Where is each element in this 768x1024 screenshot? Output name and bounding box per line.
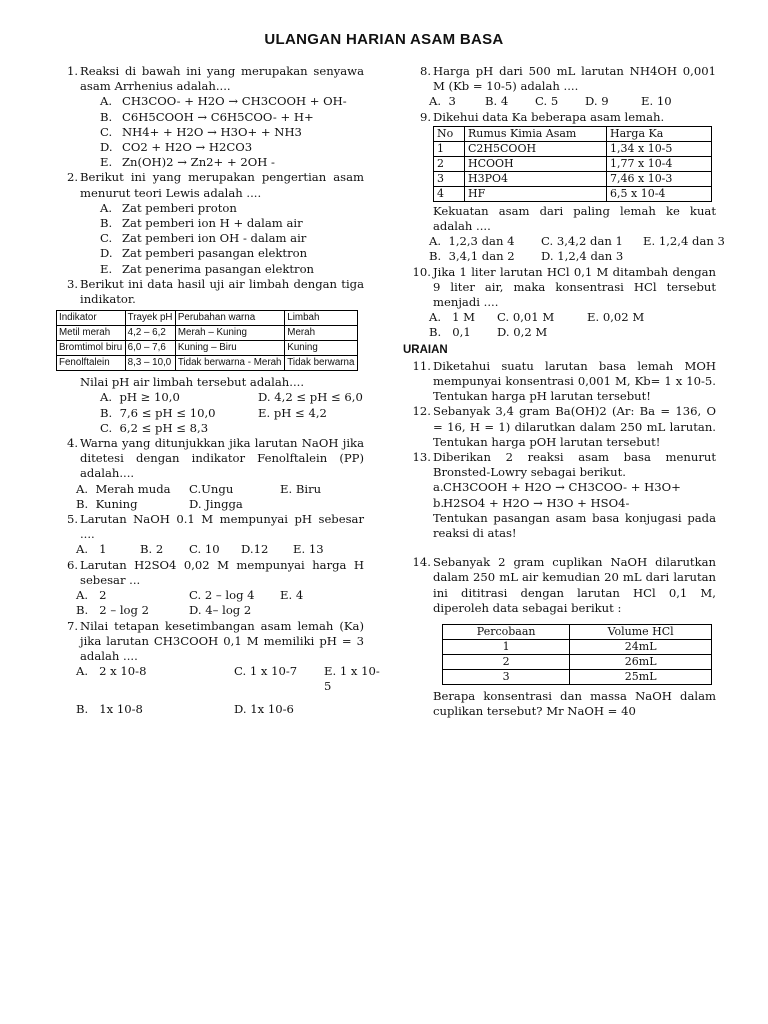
question-7-text: Nilai tetapan kesetimbangan asam lemah (Ka) jika larutan CH3COOH 0,1 M memiliki pH = 3 adalah .... <box>80 618 364 663</box>
question-4: 4. Warna yang ditunjukkan jika larutan NaOH jika ditetesi dengan indikator Fenolftalein (PP) adalah.... A. Merah muda C.Ungu E. Biru B. Kuning D. Jingga <box>66 436 364 511</box>
question-10-text: Jika 1 liter larutan HCl 0,1 M ditambah dengan 9 liter air, maka konsentrasi HCl tersebut menjadi .... <box>433 264 716 310</box>
ka-table <box>433 126 712 202</box>
question-1-text: Reaksi di bawah ini yang merupakan senyawa asam Arrhenius adalah.... <box>80 64 364 94</box>
section-heading-uraian: URAIAN <box>403 343 448 356</box>
question-13-text: Diberikan 2 reaksi asam basa menurut Bronsted-Lowry sebagai berikut. <box>433 450 716 480</box>
question-7: 7. Nilai tetapan kesetimbangan asam lemah (Ka) jika larutan CH3COOH 0,1 M memiliki pH = 3 adalah .... A. 2 x 10-8 C. 1 x 10-7 E. 1 x 10-5 B. 1x 10-8 D. 1x 10-6 <box>56 619 364 717</box>
table-row: Metil merah 4,2 – 6,2 Merah – Kuning Merah <box>57 326 358 341</box>
option: D. 0,2 M <box>497 325 548 340</box>
option: D. CO2 + H2O → H2CO3 <box>100 140 253 155</box>
option: C. 1 x 10-7 <box>234 664 298 679</box>
option: E. Zn(OH)2 → Zn2+ + 2OH - <box>100 155 275 170</box>
question-2-text: Berikut ini yang merupakan pengertian asam menurut teori Lewis adalah .... <box>80 170 364 200</box>
question-11: 11. Diketahui suatu larutan basa lemah MOH mempunyai konsentrasi 0,001 M, Kb= 1 x 10-5. Tentukan harga pH larutan tersebut! <box>412 358 716 404</box>
question-8-text: Harga pH dari 500 mL larutan NH4OH 0,001 M (Kb = 10-5) adalah .... <box>433 64 716 94</box>
option: D. 4,2 ≤ pH ≤ 6,0 <box>258 390 363 405</box>
option: C. 10 <box>189 542 220 557</box>
page-title: ULANGAN HARIAN ASAM BASA <box>264 31 504 48</box>
question-12-text: Sebanyak 3,4 gram Ba(OH)2 (Ar: Ba = 136, O = 16, H = 1) dilarutkan dalam 250 mL larutan. Tentukan harga pOH larutan tersebut! <box>433 404 716 449</box>
option: A. 2 <box>76 588 107 603</box>
option: B. 7,6 ≤ pH ≤ 10,0 <box>100 405 216 420</box>
question-1-options <box>80 94 364 170</box>
question-4-options <box>76 482 364 512</box>
option: E. 10 <box>641 94 672 109</box>
table-row: 1 24mL <box>443 640 712 655</box>
option: B. 4 <box>485 94 509 109</box>
question-6-text: Larutan H2SO4 0,02 M mempunyai harga H sebesar ... <box>80 557 364 587</box>
question-5-text: Larutan NaOH 0.1 M mempunyai pH sebesar .... <box>80 512 364 542</box>
option: C. 2 – log 4 <box>189 588 255 603</box>
option: C. 5 <box>535 94 559 109</box>
option: A. 1,2,3 dan 4 <box>429 234 515 249</box>
question-6: 6. Larutan H2SO4 0,02 M mempunyai harga H sebesar ... A. 2 C. 2 – log 4 E. 4 B. 2 – log 2 D. 4– log 2 <box>66 557 364 618</box>
option: A. 1 M <box>429 310 476 325</box>
table-row: Indikator Trayek pH Perubahan warna Limbah <box>57 311 358 326</box>
option: D.12 <box>241 542 269 557</box>
question-3: 3. Berikut ini data hasil uji air limbah dengan tiga indikator. <box>66 276 364 307</box>
option: E. 13 <box>293 542 324 557</box>
question-14: 14. Sebanyak 2 gram cuplikan NaOH dilarutkan dalam 250 mL air kemudian 20 mL dari larutan ini dititrasi dengan larutan HCl 0,1 M, diperoleh data sebagai berikut : <box>412 555 716 615</box>
question-10: 10. Jika 1 liter larutan HCl 0,1 M ditambah dengan 9 liter air, maka konsentrasi HCl tersebut menjadi .... A. 1 M C. 0,01 M E. 0,02 M B. 0,1 D. 0,2 M <box>412 264 716 340</box>
reaction-a: a. CH3COOH + H2O → CH3COO- + H3O+ <box>433 480 681 495</box>
option: B. Kuning <box>76 496 138 511</box>
question-10-options <box>429 310 716 340</box>
question-14-after: Berapa konsentrasi dan massa NaOH dalam cuplikan tersebut? Mr NaOH = 40 <box>433 689 716 719</box>
question-13: 13. Diberikan 2 reaksi asam basa menurut Bronsted-Lowry sebagai berikut. a. CH3COOH + H2O → CH3COO- + H3O+ b. H2SO4 + H2O → H3O + HSO4- Tentukan pasangan asam basa konjugasi pada reaksi di atas! <box>412 450 716 541</box>
option: C. 3,4,2 dan 1 <box>541 234 623 249</box>
option: E. Zat penerima pasangan elektron <box>100 261 315 276</box>
option: C. NH4+ + H2O → H3O+ + NH3 <box>100 124 302 139</box>
option: B. Zat pemberi ion H + dalam air <box>100 216 303 231</box>
left-column <box>56 64 380 717</box>
question-3-options <box>100 390 364 436</box>
reaction-b: b. H2SO4 + H2O → H3O + HSO4- <box>433 495 630 510</box>
option: A. Merah muda <box>76 481 171 496</box>
option: E. pH ≤ 4,2 <box>258 405 327 420</box>
option: C.Ungu <box>189 481 234 496</box>
question-2: 2. Berikut ini yang merupakan pengertian asam menurut teori Lewis adalah .... A. Zat pemberi proton B. Zat pemberi ion H + dalam air C. Zat pemberi ion OH - dalam air D. Zat pemberi pasangan elektron E. Zat penerima pasangan elektron <box>66 170 364 276</box>
option: B. 1x 10-8 <box>76 701 143 716</box>
option: A. Zat pemberi proton <box>100 200 237 215</box>
option: C. 0,01 M <box>497 310 555 325</box>
option: E. 1 x 10-5 <box>324 664 380 694</box>
option: B. 2 – log 2 <box>76 603 149 618</box>
question-5: 5. Larutan NaOH 0.1 M mempunyai pH sebesar .... A. 1 B. 2 C. 10 D.12 E. 13 <box>66 512 364 557</box>
question-2-options <box>80 201 364 277</box>
option: A. 3 <box>429 94 456 109</box>
table-row: 3 25mL <box>443 670 712 685</box>
option: D. 4– log 2 <box>189 603 252 618</box>
table-row: 4 HF 6,5 x 10-4 <box>434 186 712 201</box>
option: A. 2 x 10-8 <box>76 664 147 679</box>
table-row: 1 C2H5COOH 1,34 x 10-5 <box>434 141 712 156</box>
option: B. C6H5COOH → C6H5COO- + H+ <box>100 109 314 124</box>
question-14-text: Sebanyak 2 gram cuplikan NaOH dilarutkan dalam 250 mL air kemudian 20 mL dari larutan ini dititrasi dengan larutan HCl 0,1 M, diperoleh data sebagai berikut : <box>433 555 716 615</box>
question-11-text: Diketahui suatu larutan basa lemah MOH mempunyai konsentrasi 0,001 M, Kb= 1 x 10-5. Tentukan harga pH larutan tersebut! <box>433 358 716 404</box>
option: A. pH ≥ 10,0 <box>100 390 180 405</box>
question-9-after: Kekuatan asam dari paling lemah ke kuat adalah .... A. 1,2,3 dan 4 C. 3,4,2 dan 1 E. 1,2,4 dan 3 B. 3,4,1 dan 2 D. 1,2,4 dan 3 <box>409 204 716 265</box>
question-8-options <box>429 94 716 109</box>
option: D. 1x 10-6 <box>234 701 294 716</box>
question-6-options <box>76 588 364 618</box>
table-row: No Rumus Kimia Asam Harga Ka <box>434 126 712 141</box>
question-5-options <box>76 542 364 557</box>
option: C. Zat pemberi ion OH - dalam air <box>100 231 307 246</box>
right-column <box>403 64 725 720</box>
titration-table <box>442 624 712 685</box>
option: A. CH3COO- + H2O → CH3COOH + OH- <box>100 94 347 109</box>
table-row: Fenolftalein 8,3 – 10,0 Tidak berwarna - Merah Tidak berwarna <box>57 356 358 371</box>
option: D. 9 <box>585 94 609 109</box>
option: B. 0,1 <box>429 325 471 340</box>
question-9-text: Dikehui data Ka beberapa asam lemah. <box>433 109 665 124</box>
question-12: 12. Sebanyak 3,4 gram Ba(OH)2 (Ar: Ba = 136, O = 16, H = 1) dilarutkan dalam 250 mL larutan. Tentukan harga pOH larutan tersebut! <box>412 404 716 449</box>
option: D. Zat pemberi pasangan elektron <box>100 246 308 261</box>
indicator-table <box>56 310 358 371</box>
option: D. 1,2,4 dan 3 <box>541 249 624 264</box>
question-1: 1. Reaksi di bawah ini yang merupakan senyawa asam Arrhenius adalah.... A. CH3COO- + H2O → CH3COOH + OH- B. C6H5COOH → C6H5COO- + H+ C. NH4+ + H2O → H3O+ + NH3 D. CO2 + H2O → H2CO3 E. Zn(OH)2 → Zn2+ + 2OH - <box>66 64 364 170</box>
table-row: 2 26mL <box>443 655 712 670</box>
question-8: 8. Harga pH dari 500 mL larutan NH4OH 0,001 M (Kb = 10-5) adalah .... A. 3 B. 4 C. 5 D. 9 E. 10 <box>419 64 716 109</box>
question-4-text: Warna yang ditunjukkan jika larutan NaOH jika ditetesi dengan indikator Fenolftalein (PP) adalah.... <box>80 436 364 481</box>
question-13-instruction: Tentukan pasangan asam basa konjugasi pada reaksi di atas! <box>433 510 716 541</box>
table-row: Percobaan Volume HCl <box>443 625 712 640</box>
table-row: 3 H3PO4 7,46 x 10-3 <box>434 171 712 186</box>
option: E. 0,02 M <box>587 310 645 325</box>
option: A. 1 <box>76 542 107 557</box>
option: B. 2 <box>140 542 164 557</box>
option: B. 3,4,1 dan 2 <box>429 249 515 264</box>
option: E. Biru <box>280 481 322 496</box>
question-3-text: Berikut ini data hasil uji air limbah dengan tiga indikator. <box>80 276 364 307</box>
question-9: 9. Dikehui data Ka beberapa asam lemah. <box>409 110 716 125</box>
option: C. 6,2 ≤ pH ≤ 8,3 <box>100 420 209 435</box>
question-3-after: Nilai pH air limbah tersebut adalah.... A. pH ≥ 10,0 D. 4,2 ≤ pH ≤ 6,0 B. 7,6 ≤ pH ≤ 10,0 E. pH ≤ 4,2 C. 6,2 ≤ pH ≤ 8,3 <box>56 375 364 436</box>
option: D. Jingga <box>189 496 243 511</box>
table-row: 2 HCOOH 1,77 x 10-4 <box>434 156 712 171</box>
option: E. 1,2,4 dan 3 <box>643 234 725 249</box>
option: E. 4 <box>280 588 304 603</box>
table-row: Bromtimol biru 6,0 – 7,6 Kuning – Biru Kuning <box>57 341 358 356</box>
question-9-options <box>429 234 725 264</box>
